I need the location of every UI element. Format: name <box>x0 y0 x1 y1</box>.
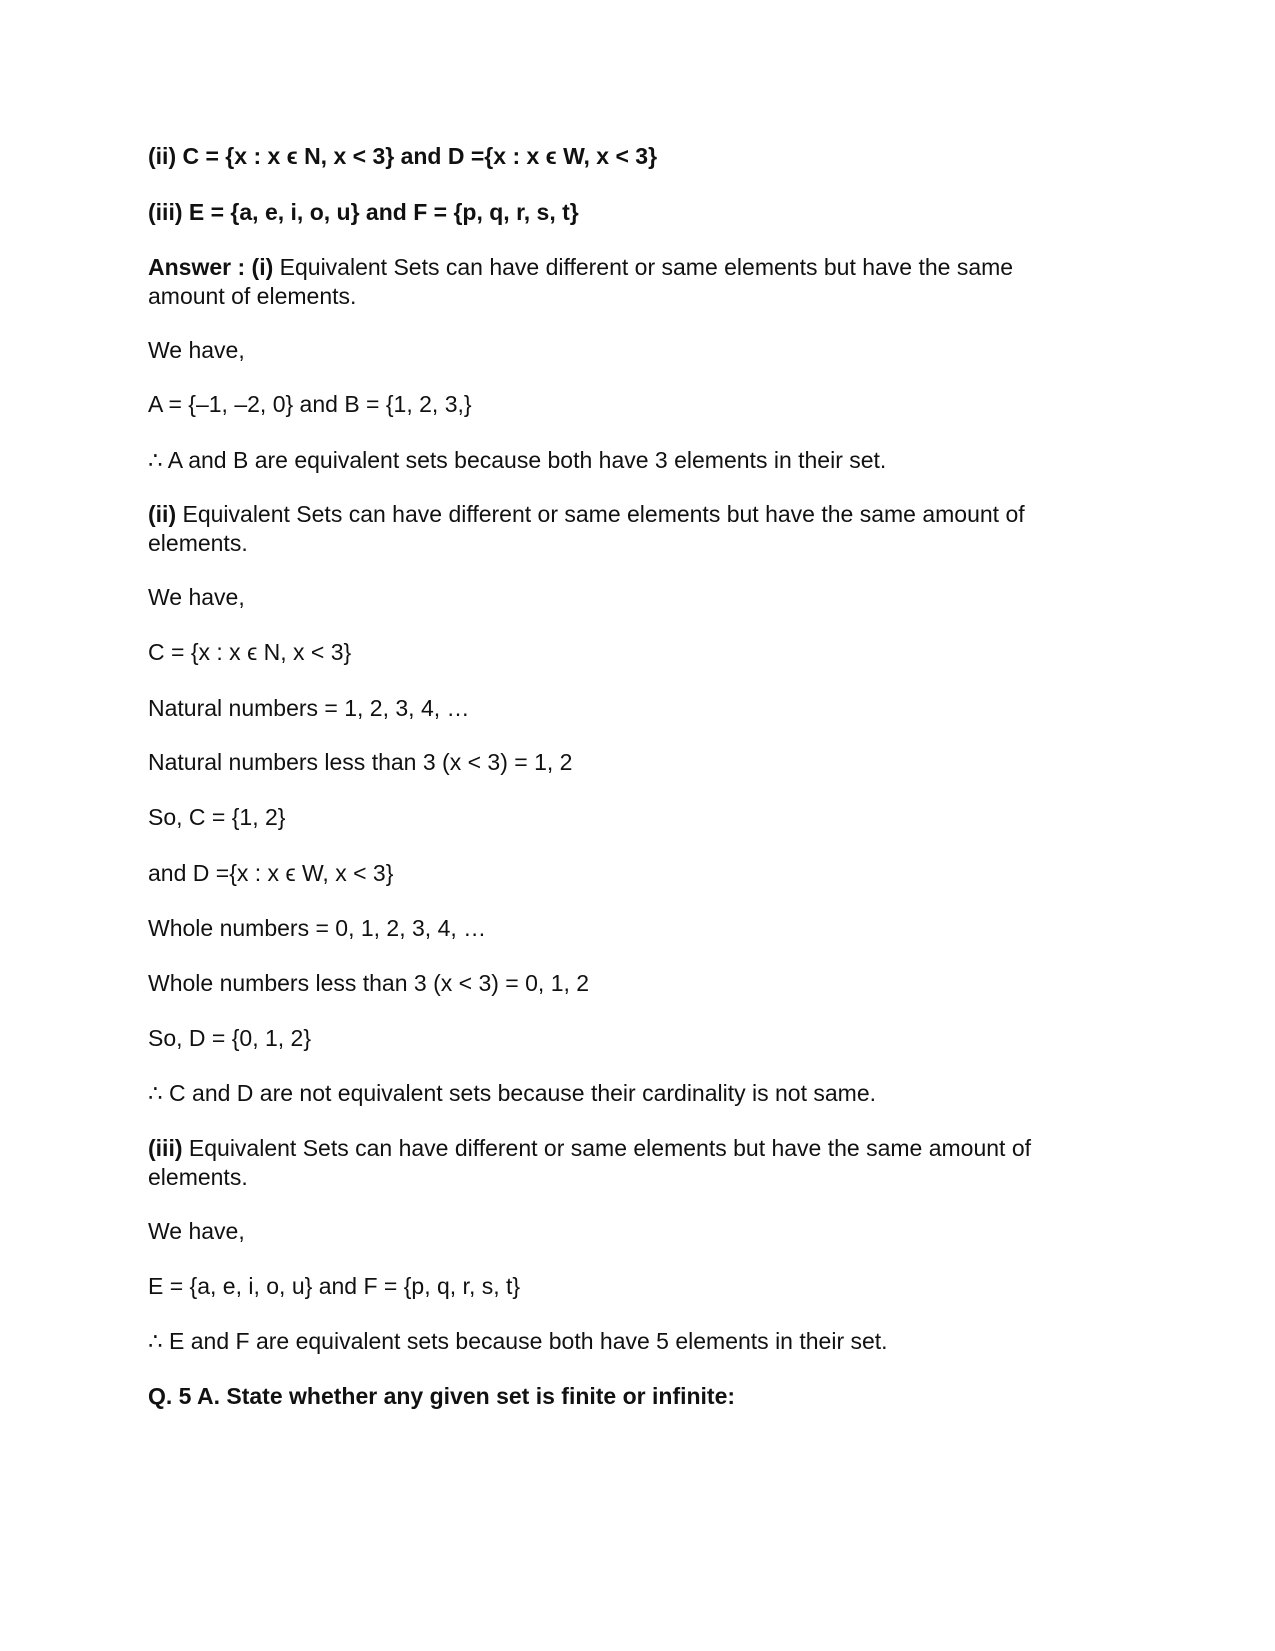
part-ii-definition <box>148 500 1078 558</box>
part-ii-label: (ii) <box>148 501 177 527</box>
part-ii-conclusion: ∴ C and D are not equivalent sets because their cardinality is not same. <box>148 1080 877 1106</box>
part-iii-sets: E = {a, e, i, o, u} and F = {p, q, r, s, t} <box>148 1273 521 1299</box>
part-ii-definition-text: Equivalent Sets can have different or same elements but have the same amount of elements. <box>148 501 1025 556</box>
part-i-definition-text: Equivalent Sets can have different or same elements but have the same amount of elements. <box>148 254 1014 309</box>
part-iii-definition-text: Equivalent Sets can have different or same elements but have the same amount of elements. <box>148 1135 1032 1190</box>
answer-part-i-definition <box>148 253 1068 311</box>
part-iii-conclusion: ∴ E and F are equivalent sets because both have 5 elements in their set. <box>148 1328 888 1354</box>
part-ii-whole-less-than-3: Whole numbers less than 3 (x < 3) = 0, 1, 2 <box>148 970 590 996</box>
part-ii-natural-less-than-3: Natural numbers less than 3 (x < 3) = 1, 2 <box>148 749 573 775</box>
part-iii-label: (iii) <box>148 1135 183 1161</box>
answer-label: Answer : <box>148 254 246 280</box>
part-ii-natural-numbers: Natural numbers = 1, 2, 3, 4, … <box>148 695 470 721</box>
part-iii-we-have: We have, <box>148 1218 245 1244</box>
part-i-we-have: We have, <box>148 337 245 363</box>
question-part-ii: (ii) C = {x : x ϵ N, x < 3} and D ={x : x ϵ W, x < 3} <box>148 143 658 169</box>
next-question-heading: Q. 5 A. State whether any given set is finite or infinite: <box>148 1383 736 1409</box>
part-ii-whole-numbers: Whole numbers = 0, 1, 2, 3, 4, … <box>148 915 487 941</box>
question-part-iii: (iii) E = {a, e, i, o, u} and F = {p, q, r, s, t} <box>148 199 579 225</box>
part-ii-d-definition: and D ={x : x ϵ W, x < 3} <box>148 860 394 886</box>
part-i-conclusion: ∴ A and B are equivalent sets because both have 3 elements in their set. <box>148 447 887 473</box>
part-ii-c-definition: C = {x : x ϵ N, x < 3} <box>148 639 352 665</box>
part-iii-definition <box>148 1134 1078 1192</box>
part-ii-d-result: So, D = {0, 1, 2} <box>148 1025 312 1051</box>
part-ii-c-result: So, C = {1, 2} <box>148 804 286 830</box>
part-ii-we-have: We have, <box>148 584 245 610</box>
part-i-label: (i) <box>251 254 274 280</box>
part-i-sets: A = {–1, –2, 0} and B = {1, 2, 3,} <box>148 391 472 417</box>
